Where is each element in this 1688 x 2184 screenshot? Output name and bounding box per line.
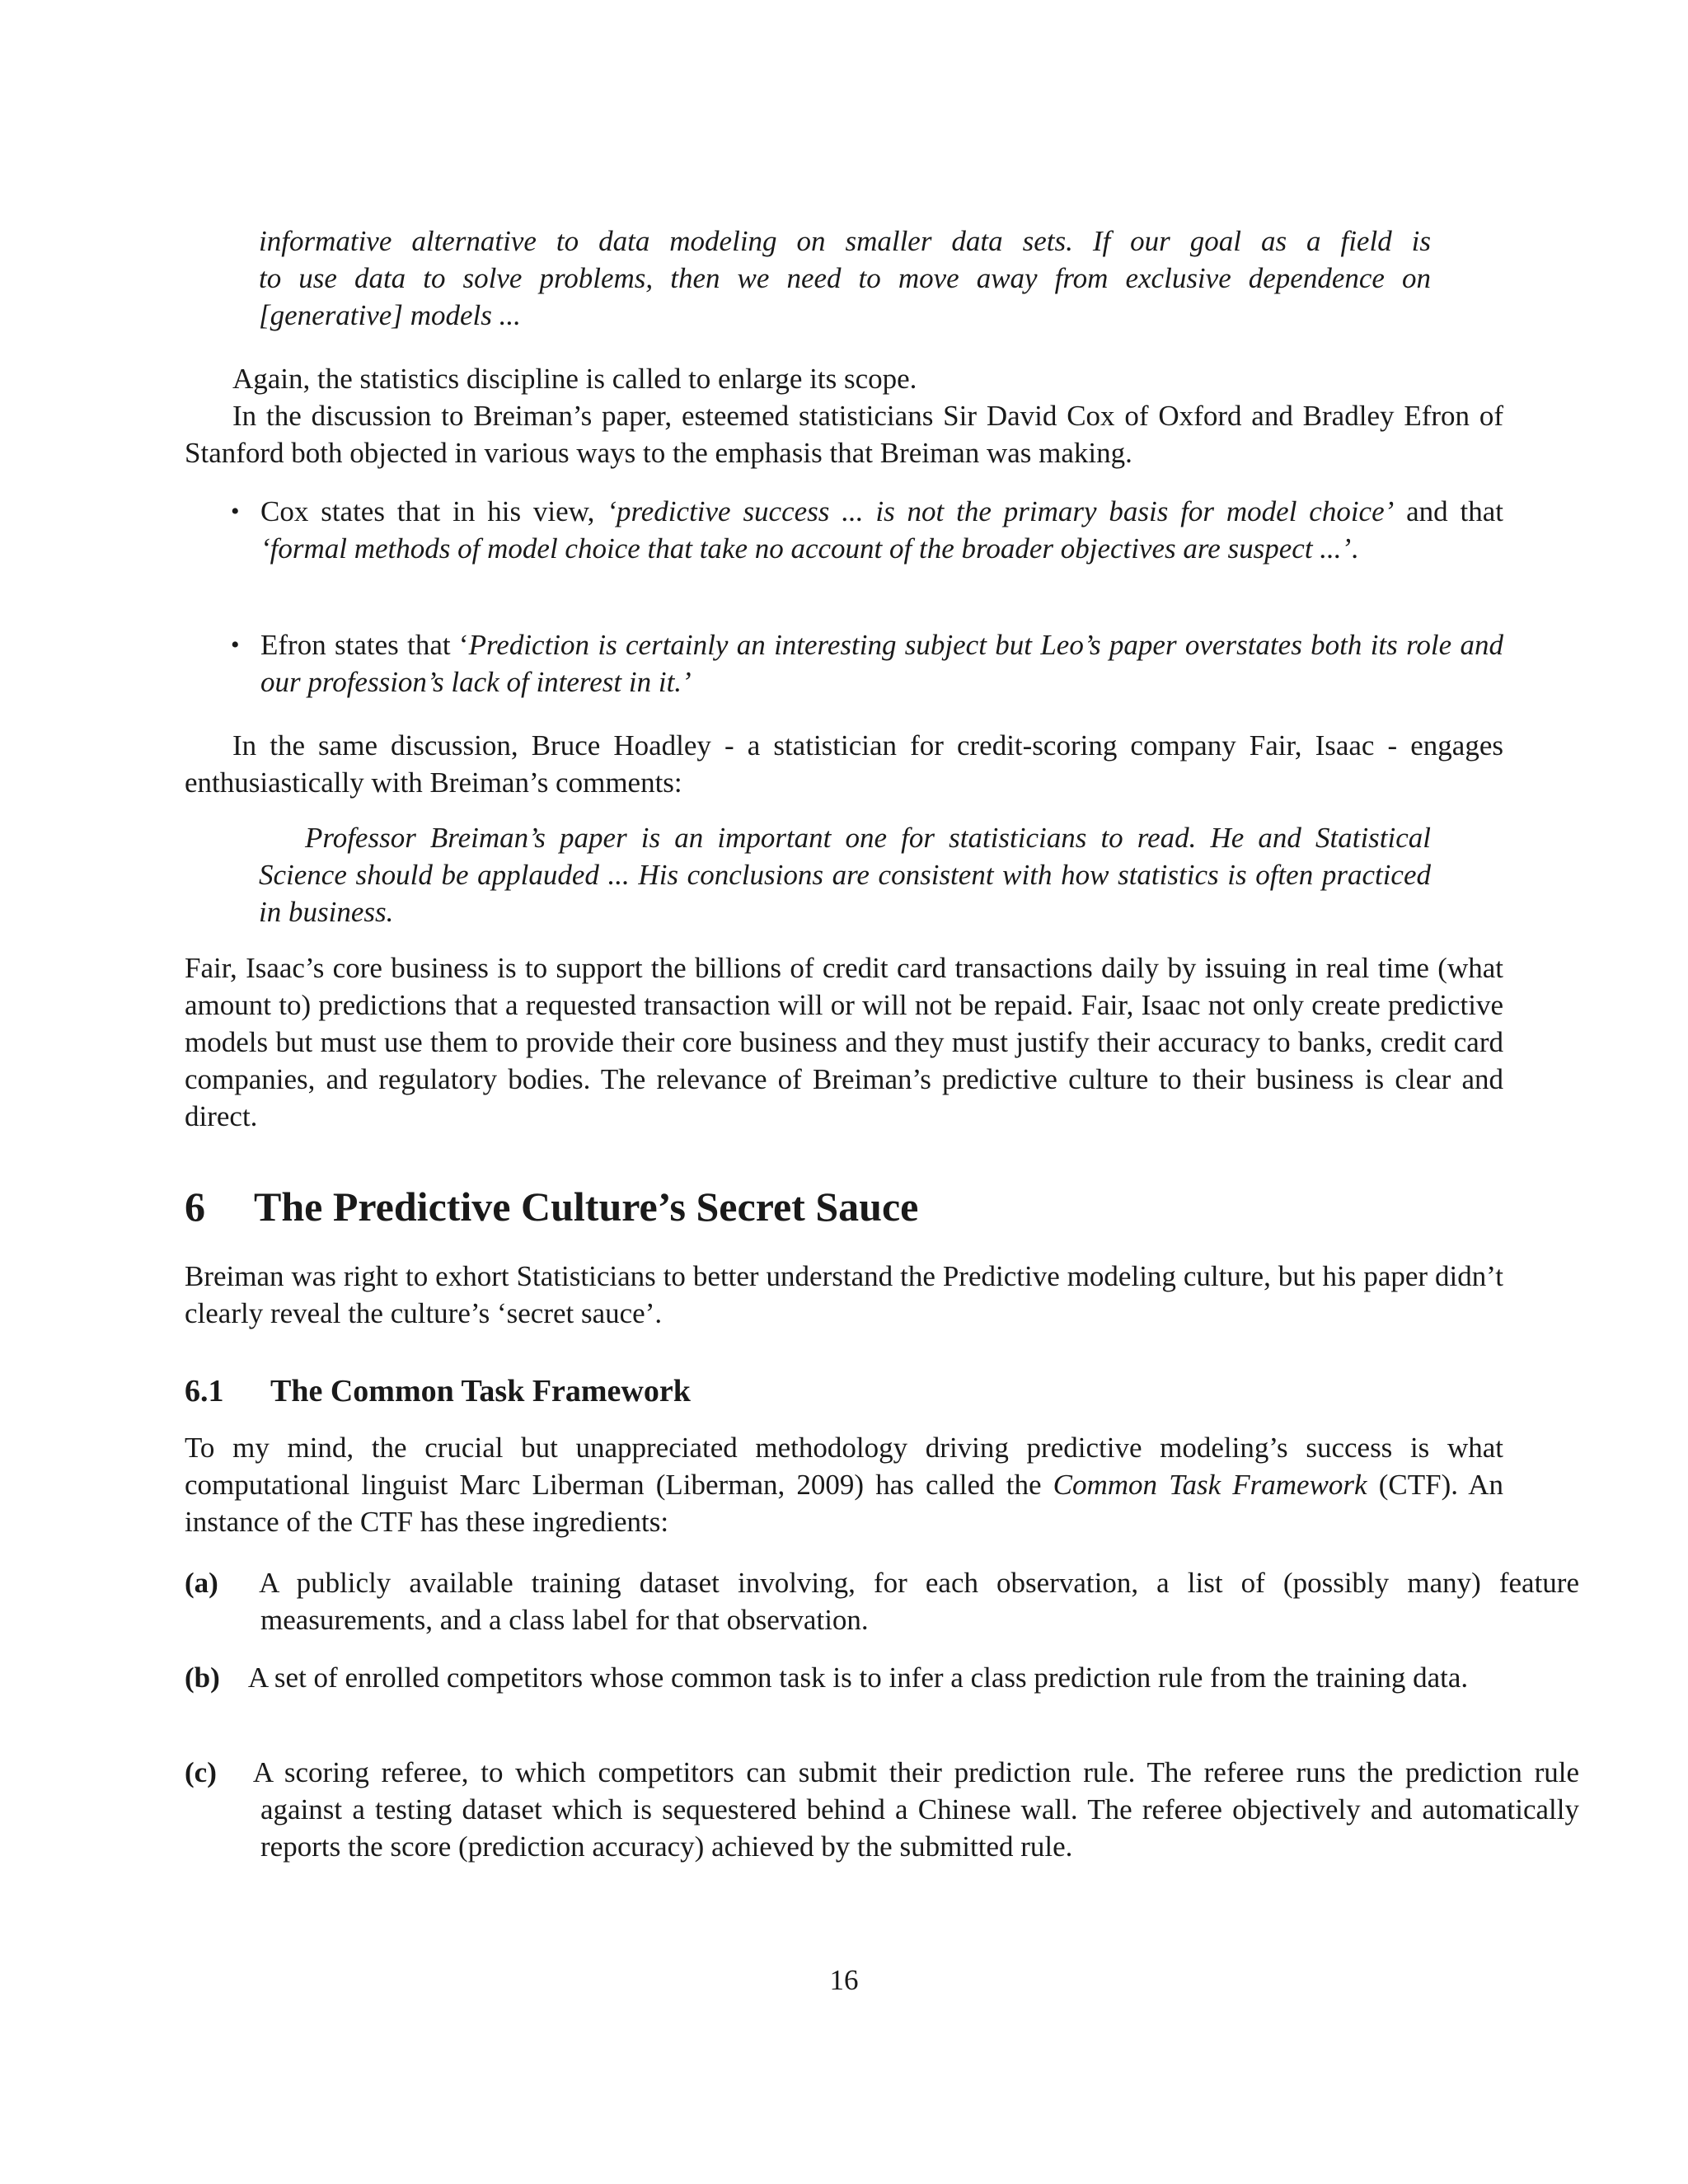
list-item-text: A scoring referee, to which competitors can submit their prediction rule. The referee runs the prediction rule against a testing dataset which is sequestered behind a Chinese wall. The referee objectively and automatically reports the score (prediction accuracy) achieved by the submitted rule. [252, 1756, 1580, 1863]
bullet-quote: ‘formal methods of model choice that take no account of the broader objectives are suspect ...’ [260, 532, 1352, 565]
bullet-text [260, 626, 1503, 701]
bullet-marker: • [231, 631, 240, 658]
subsection-number: 6.1 [185, 1374, 224, 1408]
list-item-label: (b) [185, 1661, 220, 1694]
subsection-heading [185, 1371, 691, 1411]
emphasis-ctf: Common Task Framework [1053, 1469, 1367, 1501]
list-item-label: (c) [185, 1756, 217, 1788]
bullet-quote: Prediction is certainly an interesting subject but Leo’s paper overstates both its role and our profession’s lack of interest in it.’ [260, 629, 1503, 698]
list-item-body [185, 1564, 1579, 1638]
section-number: 6 [185, 1183, 205, 1230]
section-heading [185, 1182, 918, 1231]
paragraph-text: (CTF). An instance of the CTF has these ingredients: [185, 1469, 1503, 1538]
list-item-body [185, 1659, 1579, 1696]
block-quote-hoadley: Professor Breiman’s paper is an important one for statisticians to read. He and Statistical Science should be applauded ... His conclusions are consistent with how statistics is often practiced in business. [259, 822, 1431, 928]
bullet-text-plain: and that [1394, 495, 1503, 527]
quote-line: informative alternative to data modeling on smaller data sets. If our goal as a field is [259, 225, 1431, 257]
list-item-text: A publicly available training dataset involving, for each observation, a list of (possibly many) feature measurements, and a class label for that observation. [259, 1567, 1579, 1636]
list-item-label: (a) [185, 1567, 218, 1599]
paragraph-fair-isaac: Fair, Isaac’s core business is to support the billions of credit card transactions daily by issuing in real time (what amount to) predictions that a requested transaction will or will not be repaid. Fair, Isaac not only create predictive models but must use them to provide their core business and they must justify their accuracy to banks, credit card companies, and regulatory bodies. The relevance of Breiman’s predictive culture to their business is clear and direct. [185, 952, 1503, 1132]
section-title: The Predictive Culture’s Secret Sauce [254, 1183, 919, 1230]
paragraph-hoadley: In the same discussion, Bruce Hoadley - a statistician for credit-scoring company Fair, Isaac - engages enthusiastically with Breiman’s comments: [185, 729, 1503, 799]
paragraph-discussion: In the discussion to Breiman’s paper, esteemed statisticians Sir David Cox of Oxford and Bradley Efron of Stanford both objected in various ways to the emphasis that Breiman was making. [185, 400, 1503, 469]
bullet-text [260, 493, 1503, 567]
paragraph-section-intro: Breiman was right to exhort Statisticians to better understand the Predictive modeling culture, but his paper didn’t clearly reveal the culture’s ‘secret sauce’. [185, 1260, 1503, 1329]
block-quote-breiman [259, 223, 1431, 334]
paragraph-text: To my mind, the crucial but unappreciated methodology driving predictive modeling’s success is what computational linguist Marc Liberman (Liberman, 2009) has called the [185, 1432, 1503, 1501]
list-item-body [185, 1754, 1579, 1865]
list-item-text: A set of enrolled competitors whose common task is to infer a class prediction rule from the training data. [247, 1661, 1469, 1694]
quote-line: to use data to solve problems, then we need to move away from exclusive dependence on [259, 262, 1431, 294]
bullet-marker: • [231, 498, 240, 525]
quote-line: [generative] models ... [259, 299, 521, 331]
bullet-quote: ‘predictive success ... is not the primary basis for model choice’ [607, 495, 1395, 527]
bullet-text-plain: Cox states that in his view, [260, 495, 607, 527]
bullet-text-plain: Efron states that ‘ [260, 629, 469, 661]
page-number: 16 [829, 1964, 859, 1996]
subsection-title: The Common Task Framework [270, 1374, 691, 1408]
paragraph-again: Again, the statistics discipline is called to enlarge its scope. [232, 363, 917, 395]
paragraph-ctf-intro [185, 1429, 1503, 1540]
bullet-text-plain: . [1351, 532, 1358, 565]
